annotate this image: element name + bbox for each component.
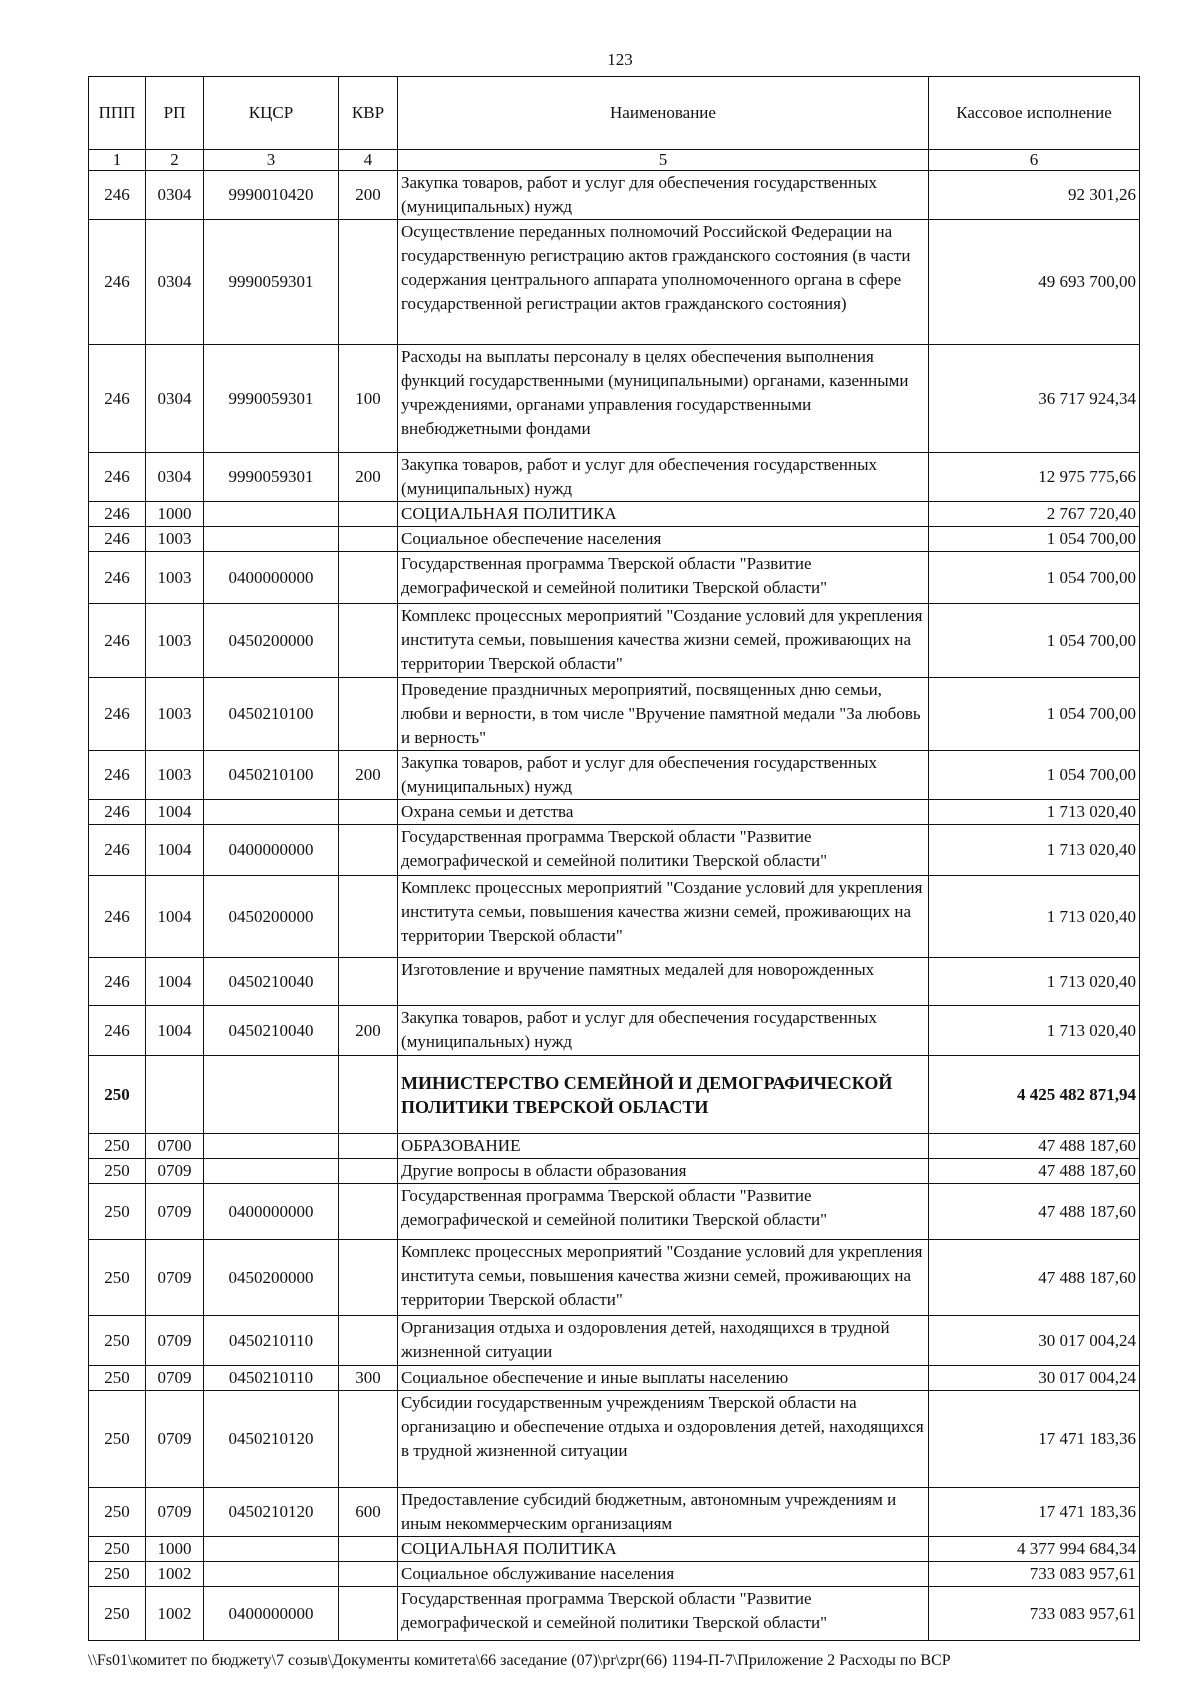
cell-kvr xyxy=(339,1184,398,1240)
cell-ppp: 250 xyxy=(89,1159,146,1184)
cell-rp: 0709 xyxy=(146,1366,204,1391)
cell-name: Социальное обеспечение населения xyxy=(398,527,929,552)
cell-kvr: 600 xyxy=(339,1488,398,1537)
cell-amount: 1 054 700,00 xyxy=(929,678,1140,751)
cell-rp: 1002 xyxy=(146,1587,204,1641)
cell-name: Комплекс процессных мероприятий "Создание условий для укрепления института семьи, повышения качества жизни семей, проживающих на территории Тверской области" xyxy=(398,604,929,678)
cell-ppp: 246 xyxy=(89,678,146,751)
cell-kcsr: 0450210110 xyxy=(204,1366,339,1391)
cell-rp: 0709 xyxy=(146,1316,204,1366)
cell-kvr: 200 xyxy=(339,751,398,800)
cell-name: СОЦИАЛЬНАЯ ПОЛИТИКА xyxy=(398,1537,929,1562)
cell-amount: 12 975 775,66 xyxy=(929,453,1140,502)
cell-kvr xyxy=(339,958,398,1006)
col-number: 2 xyxy=(146,150,204,171)
cell-name: Комплекс процессных мероприятий "Создание условий для укрепления института семьи, повышения качества жизни семей, проживающих на территории Тверской области" xyxy=(398,1240,929,1316)
cell-amount: 1 713 020,40 xyxy=(929,800,1140,825)
table-row xyxy=(89,604,1140,678)
cell-ppp: 246 xyxy=(89,527,146,552)
cell-kvr xyxy=(339,1587,398,1641)
cell-kvr xyxy=(339,825,398,876)
table-row xyxy=(89,751,1140,800)
cell-kcsr: 0450200000 xyxy=(204,876,339,958)
col-header-ppp: ППП xyxy=(89,77,146,150)
cell-rp: 0709 xyxy=(146,1391,204,1488)
cell-ppp: 246 xyxy=(89,171,146,220)
cell-kcsr: 0450200000 xyxy=(204,604,339,678)
cell-kvr xyxy=(339,800,398,825)
cell-name: Субсидии государственным учреждениям Тверской области на организацию и обеспечение отдыха и оздоровления детей, находящихся в трудной жизненной ситуации xyxy=(398,1391,929,1488)
cell-rp: 1003 xyxy=(146,552,204,604)
cell-amount: 1 054 700,00 xyxy=(929,552,1140,604)
col-header-kcsr: КЦСР xyxy=(204,77,339,150)
cell-amount: 733 083 957,61 xyxy=(929,1587,1140,1641)
cell-amount: 1 054 700,00 xyxy=(929,527,1140,552)
cell-amount: 49 693 700,00 xyxy=(929,220,1140,345)
cell-kcsr xyxy=(204,1134,339,1159)
cell-ppp: 250 xyxy=(89,1366,146,1391)
cell-rp: 0304 xyxy=(146,220,204,345)
cell-ppp: 246 xyxy=(89,876,146,958)
cell-name: Другие вопросы в области образования xyxy=(398,1159,929,1184)
cell-kcsr: 0400000000 xyxy=(204,1587,339,1641)
col-number: 1 xyxy=(89,150,146,171)
cell-kcsr: 0450210100 xyxy=(204,678,339,751)
cell-kcsr: 9990010420 xyxy=(204,171,339,220)
cell-kcsr: 0450210040 xyxy=(204,958,339,1006)
cell-ppp: 250 xyxy=(89,1134,146,1159)
table-row xyxy=(89,1056,1140,1134)
table-row xyxy=(89,1537,1140,1562)
cell-rp: 1003 xyxy=(146,751,204,800)
cell-name: ОБРАЗОВАНИЕ xyxy=(398,1134,929,1159)
cell-rp: 1003 xyxy=(146,527,204,552)
cell-amount: 1 713 020,40 xyxy=(929,1006,1140,1056)
table-row xyxy=(89,1134,1140,1159)
cell-kcsr: 0450210110 xyxy=(204,1316,339,1366)
cell-name: Комплекс процессных мероприятий "Создание условий для укрепления института семьи, повышения качества жизни семей, проживающих на территории Тверской области" xyxy=(398,876,929,958)
cell-amount: 47 488 187,60 xyxy=(929,1184,1140,1240)
cell-amount: 17 471 183,36 xyxy=(929,1391,1140,1488)
cell-amount: 1 054 700,00 xyxy=(929,751,1140,800)
cell-kcsr xyxy=(204,1056,339,1134)
table-row xyxy=(89,1391,1140,1488)
cell-kvr xyxy=(339,502,398,527)
table-row xyxy=(89,171,1140,220)
col-header-kvr: КВР xyxy=(339,77,398,150)
cell-name: Изготовление и вручение памятных медалей для новорожденных xyxy=(398,958,929,1006)
cell-ppp: 250 xyxy=(89,1316,146,1366)
cell-amount: 2 767 720,40 xyxy=(929,502,1140,527)
cell-kvr: 200 xyxy=(339,453,398,502)
cell-amount: 1 054 700,00 xyxy=(929,604,1140,678)
table-row xyxy=(89,527,1140,552)
cell-kvr xyxy=(339,876,398,958)
cell-ppp: 250 xyxy=(89,1184,146,1240)
cell-amount: 47 488 187,60 xyxy=(929,1240,1140,1316)
cell-kvr xyxy=(339,1056,398,1134)
col-header-name: Наименование xyxy=(398,77,929,150)
cell-amount: 4 377 994 684,34 xyxy=(929,1537,1140,1562)
cell-rp xyxy=(146,1056,204,1134)
cell-kvr xyxy=(339,1316,398,1366)
cell-kcsr xyxy=(204,1159,339,1184)
cell-name: Государственная программа Тверской области "Развитие демографической и семейной политики Тверской области" xyxy=(398,552,929,604)
cell-ppp: 246 xyxy=(89,453,146,502)
page-number: 123 xyxy=(607,50,633,69)
table-row xyxy=(89,1488,1140,1537)
cell-rp: 0709 xyxy=(146,1159,204,1184)
cell-rp: 0304 xyxy=(146,171,204,220)
cell-name: Социальное обеспечение и иные выплаты населению xyxy=(398,1366,929,1391)
table-row xyxy=(89,453,1140,502)
table-row xyxy=(89,552,1140,604)
cell-kcsr: 0450200000 xyxy=(204,1240,339,1316)
cell-name: Охрана семьи и детства xyxy=(398,800,929,825)
cell-amount: 47 488 187,60 xyxy=(929,1134,1140,1159)
table-row xyxy=(89,1184,1140,1240)
cell-kcsr xyxy=(204,1562,339,1587)
cell-kvr xyxy=(339,220,398,345)
col-header-rp: РП xyxy=(146,77,204,150)
cell-ppp: 246 xyxy=(89,502,146,527)
cell-amount: 30 017 004,24 xyxy=(929,1366,1140,1391)
cell-name: Проведение праздничных мероприятий, посвященных дню семьи, любви и верности, в том числе "Вручение памятной медали "За любовь и верность" xyxy=(398,678,929,751)
cell-rp: 0304 xyxy=(146,453,204,502)
cell-kvr xyxy=(339,604,398,678)
table-row xyxy=(89,220,1140,345)
cell-ppp: 246 xyxy=(89,800,146,825)
cell-kcsr: 9990059301 xyxy=(204,453,339,502)
cell-amount: 92 301,26 xyxy=(929,171,1140,220)
col-number: 4 xyxy=(339,150,398,171)
cell-amount: 47 488 187,60 xyxy=(929,1159,1140,1184)
cell-kvr xyxy=(339,678,398,751)
table-row xyxy=(89,345,1140,453)
cell-kcsr: 9990059301 xyxy=(204,220,339,345)
cell-kvr xyxy=(339,1562,398,1587)
cell-ppp: 250 xyxy=(89,1488,146,1537)
cell-kcsr: 0400000000 xyxy=(204,552,339,604)
cell-ppp: 246 xyxy=(89,958,146,1006)
cell-rp: 1003 xyxy=(146,604,204,678)
table-row xyxy=(89,825,1140,876)
table-row xyxy=(89,1006,1140,1056)
cell-kcsr: 0450210040 xyxy=(204,1006,339,1056)
cell-rp: 1004 xyxy=(146,1006,204,1056)
cell-name: Государственная программа Тверской области "Развитие демографической и семейной политики Тверской области" xyxy=(398,1587,929,1641)
cell-kcsr: 0450210120 xyxy=(204,1488,339,1537)
cell-amount: 4 425 482 871,94 xyxy=(929,1056,1140,1134)
cell-amount: 1 713 020,40 xyxy=(929,825,1140,876)
cell-rp: 0709 xyxy=(146,1488,204,1537)
col-header-amount: Кассовое исполнение xyxy=(929,77,1140,150)
file-path-footer: \\Fs01\комитет по бюджету\7 созыв\Документы комитета\66 заседание (07)\pr\zpr(66) 1194-П-7\Приложение 2 Расходы по ВСР xyxy=(88,1652,951,1669)
cell-amount: 36 717 924,34 xyxy=(929,345,1140,453)
cell-kvr xyxy=(339,1537,398,1562)
cell-kvr xyxy=(339,1391,398,1488)
cell-rp: 0709 xyxy=(146,1184,204,1240)
cell-rp: 0709 xyxy=(146,1240,204,1316)
cell-kcsr: 0400000000 xyxy=(204,825,339,876)
cell-name: Закупка товаров, работ и услуг для обеспечения государственных (муниципальных) нужд xyxy=(398,1006,929,1056)
cell-name: Закупка товаров, работ и услуг для обеспечения государственных (муниципальных) нужд xyxy=(398,453,929,502)
cell-ppp: 250 xyxy=(89,1587,146,1641)
cell-name: Социальное обслуживание населения xyxy=(398,1562,929,1587)
cell-ppp: 246 xyxy=(89,1006,146,1056)
cell-rp: 1004 xyxy=(146,825,204,876)
cell-name: Расходы на выплаты персоналу в целях обеспечения выполнения функций государственными (муниципальными) органами, казенными учреждениями, органами управления государственными внебюджетными фондами xyxy=(398,345,929,453)
cell-rp: 1004 xyxy=(146,800,204,825)
cell-ppp: 246 xyxy=(89,220,146,345)
cell-name: Государственная программа Тверской области "Развитие демографической и семейной политики Тверской области" xyxy=(398,825,929,876)
cell-ppp: 246 xyxy=(89,345,146,453)
cell-kvr xyxy=(339,1159,398,1184)
cell-name: Государственная программа Тверской области "Развитие демографической и семейной политики Тверской области" xyxy=(398,1184,929,1240)
header-row xyxy=(89,77,1140,150)
cell-ppp: 246 xyxy=(89,552,146,604)
cell-ppp: 250 xyxy=(89,1056,146,1134)
table-row xyxy=(89,958,1140,1006)
table-row xyxy=(89,1587,1140,1641)
table-row xyxy=(89,1240,1140,1316)
cell-kcsr xyxy=(204,800,339,825)
cell-rp: 0304 xyxy=(146,345,204,453)
cell-rp: 1004 xyxy=(146,876,204,958)
table-row xyxy=(89,800,1140,825)
table-row xyxy=(89,1562,1140,1587)
cell-kcsr: 0400000000 xyxy=(204,1184,339,1240)
table-row xyxy=(89,502,1140,527)
cell-amount: 733 083 957,61 xyxy=(929,1562,1140,1587)
cell-amount: 1 713 020,40 xyxy=(929,958,1140,1006)
cell-rp: 1004 xyxy=(146,958,204,1006)
cell-kvr: 100 xyxy=(339,345,398,453)
cell-ppp: 250 xyxy=(89,1391,146,1488)
cell-rp: 1000 xyxy=(146,502,204,527)
col-number: 3 xyxy=(204,150,339,171)
cell-ppp: 250 xyxy=(89,1562,146,1587)
cell-kcsr xyxy=(204,502,339,527)
cell-rp: 1002 xyxy=(146,1562,204,1587)
cell-amount: 17 471 183,36 xyxy=(929,1488,1140,1537)
table-row xyxy=(89,1159,1140,1184)
col-number: 5 xyxy=(398,150,929,171)
cell-ppp: 250 xyxy=(89,1240,146,1316)
table-row xyxy=(89,876,1140,958)
cell-ppp: 246 xyxy=(89,604,146,678)
cell-kvr xyxy=(339,527,398,552)
cell-ppp: 246 xyxy=(89,825,146,876)
cell-kcsr: 0450210120 xyxy=(204,1391,339,1488)
cell-rp: 0700 xyxy=(146,1134,204,1159)
column-number-row xyxy=(89,150,1140,171)
cell-kvr: 200 xyxy=(339,171,398,220)
cell-name: СОЦИАЛЬНАЯ ПОЛИТИКА xyxy=(398,502,929,527)
budget-table xyxy=(88,76,1140,1641)
cell-rp: 1000 xyxy=(146,1537,204,1562)
cell-name: Организация отдыха и оздоровления детей, находящихся в трудной жизненной ситуации xyxy=(398,1316,929,1366)
cell-kvr xyxy=(339,552,398,604)
cell-kcsr xyxy=(204,527,339,552)
cell-name: Предоставление субсидий бюджетным, автономным учреждениям и иным некоммерческим организациям xyxy=(398,1488,929,1537)
cell-amount: 1 713 020,40 xyxy=(929,876,1140,958)
cell-kcsr: 0450210100 xyxy=(204,751,339,800)
cell-kcsr xyxy=(204,1537,339,1562)
cell-name: Закупка товаров, работ и услуг для обеспечения государственных (муниципальных) нужд xyxy=(398,171,929,220)
cell-kvr xyxy=(339,1134,398,1159)
cell-kvr xyxy=(339,1240,398,1316)
cell-ppp: 250 xyxy=(89,1537,146,1562)
col-number: 6 xyxy=(929,150,1140,171)
cell-ppp: 246 xyxy=(89,751,146,800)
cell-kvr: 300 xyxy=(339,1366,398,1391)
table-row xyxy=(89,1316,1140,1366)
cell-amount: 30 017 004,24 xyxy=(929,1316,1140,1366)
cell-rp: 1003 xyxy=(146,678,204,751)
cell-name: МИНИСТЕРСТВО СЕМЕЙНОЙ И ДЕМОГРАФИЧЕСКОЙ ПОЛИТИКИ ТВЕРСКОЙ ОБЛАСТИ xyxy=(398,1056,929,1134)
cell-kcsr: 9990059301 xyxy=(204,345,339,453)
cell-kvr: 200 xyxy=(339,1006,398,1056)
table-row xyxy=(89,678,1140,751)
table-row xyxy=(89,1366,1140,1391)
cell-name: Закупка товаров, работ и услуг для обеспечения государственных (муниципальных) нужд xyxy=(398,751,929,800)
cell-name: Осуществление переданных полномочий Российской Федерации на государственную регистрацию актов гражданского состояния (в части содержания центрального аппарата уполномоченного органа в сфере государственной регистрации актов гражданского состояния) xyxy=(398,220,929,345)
